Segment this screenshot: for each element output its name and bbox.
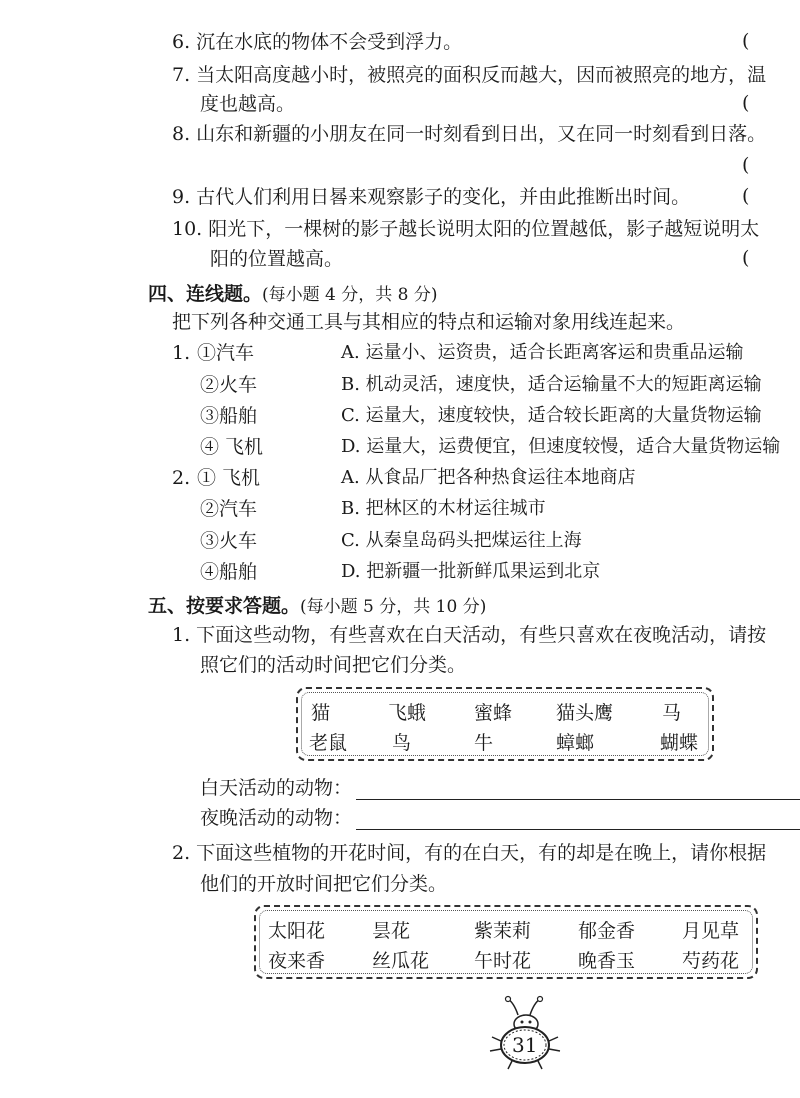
answer-paren-6[interactable]: ( bbox=[742, 30, 750, 52]
judge-item-7: 7. 当太阳高度越小时，被照亮的面积反而越大，因而被照亮的地方，温 bbox=[172, 64, 767, 86]
animal-cow: 牛 bbox=[474, 732, 494, 754]
match-q1-right-c[interactable]: C. 运量大，速度较快，适合较长距离的大量货物运输 bbox=[341, 405, 762, 426]
section-4-title: 四、连线题。 bbox=[148, 283, 263, 305]
flower-2: 昙花 bbox=[372, 920, 411, 942]
page-number: 31 bbox=[512, 1033, 538, 1057]
sort-q1-text-2: 照它们的活动时间把它们分类。 bbox=[200, 654, 467, 676]
section-5-title: 五、按要求答题。 bbox=[148, 595, 301, 617]
animal-mouse: 老鼠 bbox=[309, 732, 348, 754]
animal-cat: 猫 bbox=[311, 702, 331, 724]
match-q1-right-a[interactable]: A. 运量小、运资贵，适合长距离客运和贵重品运输 bbox=[341, 342, 744, 363]
match-q1-number: 1. bbox=[172, 342, 191, 364]
flower-3: 紫茉莉 bbox=[474, 920, 532, 942]
section-4-instruction: 把下列各种交通工具与其相应的特点和运输对象用线连起来。 bbox=[172, 311, 686, 333]
flower-10: 芍药花 bbox=[682, 950, 740, 972]
section-4-score-note: (每小题 4 分，共 8 分) bbox=[262, 285, 438, 305]
answer-paren-8[interactable]: ( bbox=[742, 154, 750, 176]
animal-owl: 猫头鹰 bbox=[556, 702, 614, 724]
match-q2-left-1[interactable]: ① 飞机 bbox=[197, 467, 261, 489]
match-q2-right-b[interactable]: B. 把林区的木材运往城市 bbox=[341, 498, 546, 519]
answer-paren-7[interactable]: ( bbox=[742, 92, 750, 114]
judge-item-6: 6. 沉在水底的物体不会受到浮力。 bbox=[172, 31, 463, 53]
flower-8: 午时花 bbox=[474, 950, 532, 972]
match-q1-left-3[interactable]: ③船舶 bbox=[200, 405, 258, 427]
match-q1-left-1[interactable]: ①汽车 bbox=[197, 342, 255, 364]
animal-moth: 飞蛾 bbox=[388, 702, 427, 724]
answer-paren-10[interactable]: ( bbox=[742, 247, 750, 269]
animal-butterfly: 蝴蝶 bbox=[660, 732, 699, 754]
animal-cockroach: 蟑螂 bbox=[556, 732, 595, 754]
answer-paren-9[interactable]: ( bbox=[742, 185, 750, 207]
sort-q1-text-1: 1. 下面这些动物，有些喜欢在白天活动，有些只喜欢在夜晚活动，请按 bbox=[172, 624, 767, 646]
night-animals-label: 夜晚活动的动物： bbox=[200, 807, 353, 829]
judge-item-10: 10. 阳光下，一棵树的影子越长说明太阳的位置越低，影子越短说明太 bbox=[172, 218, 760, 240]
animal-bird: 鸟 bbox=[392, 732, 412, 754]
night-animals-answer-line[interactable] bbox=[356, 829, 800, 830]
flower-5: 月见草 bbox=[682, 920, 740, 942]
match-q2-right-d[interactable]: D. 把新疆一批新鲜瓜果运到北京 bbox=[341, 561, 601, 582]
flower-6: 夜来香 bbox=[268, 950, 326, 972]
sort-q2-text-2: 他们的开放时间把它们分类。 bbox=[200, 873, 448, 895]
match-q1-right-b[interactable]: B. 机动灵活，速度快，适合运输量不大的短距离运输 bbox=[341, 374, 762, 395]
sort-q2-text-1: 2. 下面这些植物的开花时间，有的在白天，有的却是在晚上，请你根据 bbox=[172, 842, 767, 864]
flower-9: 晚香玉 bbox=[578, 950, 636, 972]
animal-bee: 蜜蜂 bbox=[474, 702, 513, 724]
flower-7: 丝瓜花 bbox=[372, 950, 430, 972]
day-animals-answer-line[interactable] bbox=[356, 799, 800, 800]
judge-item-9: 9. 古代人们利用日晷来观察影子的变化，并由此推断出时间。 bbox=[172, 186, 691, 208]
match-q1-left-2[interactable]: ②火车 bbox=[200, 374, 258, 396]
section-4-heading bbox=[148, 279, 438, 306]
judge-item-10-cont: 阳的位置越高。 bbox=[210, 248, 344, 270]
match-q2-right-c[interactable]: C. 从秦皇岛码头把煤运往上海 bbox=[341, 530, 582, 551]
flower-4: 郁金香 bbox=[578, 920, 636, 942]
match-q2-left-2[interactable]: ②汽车 bbox=[200, 498, 258, 520]
match-q1-left-4[interactable]: ④ 飞机 bbox=[200, 436, 264, 458]
animal-horse: 马 bbox=[662, 702, 682, 724]
flower-1: 太阳花 bbox=[268, 920, 326, 942]
match-q2-left-4[interactable]: ④船舶 bbox=[200, 561, 258, 583]
section-5-score-note: (每小题 5 分，共 10 分) bbox=[300, 597, 487, 617]
judge-item-7-cont: 度也越高。 bbox=[200, 93, 296, 115]
section-5-heading bbox=[148, 591, 486, 618]
match-q2-number: 2. bbox=[172, 467, 191, 489]
day-animals-label: 白天活动的动物： bbox=[200, 777, 353, 799]
match-q2-left-3[interactable]: ③火车 bbox=[200, 530, 258, 552]
match-q2-right-a[interactable]: A. 从食品厂把各种热食运往本地商店 bbox=[341, 467, 636, 488]
match-q1-right-d[interactable]: D. 运量大，运费便宜，但速度较慢，适合大量货物运输 bbox=[341, 436, 781, 457]
judge-item-8: 8. 山东和新疆的小朋友在同一时刻看到日出，又在同一时刻看到日落。 bbox=[172, 123, 767, 145]
